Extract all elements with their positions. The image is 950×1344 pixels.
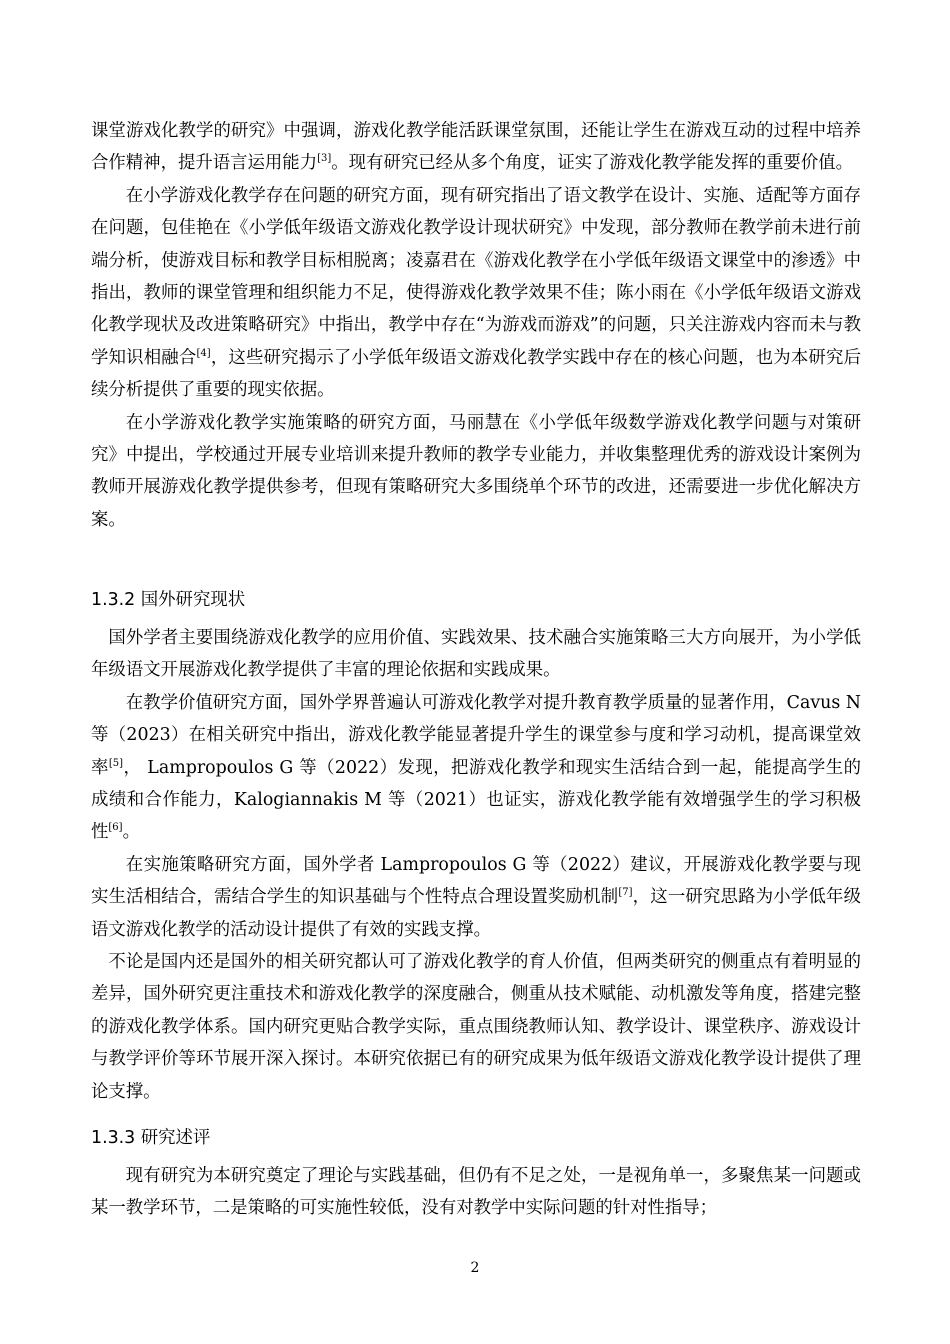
paragraph-text: 在小学游戏化教学存在问题的研究方面，现有研究指出了语文教学在设计、实施、适配等方面存在问题，包佳艳在《小学低年级语文游戏化教学设计现状研究》中发现，部分教师在教学前未进行前端分析，使游戏目标和教学目标相脱离；凌嘉君在《游戏化教学在小学低年级语文课堂中的渗透》中指出，教师的课堂管理和组织能力不足，使得游戏化教学效果不佳；陈小雨在《小学低年级语文游戏化教学现状及改进策略研究》中指出，教学中存在“为游戏而游戏”的问题，只关注游戏内容而未与教学知识相融合 — [91, 185, 861, 368]
citation-ref: [7] — [618, 887, 633, 899]
section-domestic-continued — [91, 115, 861, 536]
citation-ref: [5] — [108, 757, 124, 769]
citation-ref: [4] — [196, 348, 211, 360]
section-foreign-research — [91, 622, 861, 1108]
paragraph — [91, 180, 861, 407]
paragraph-text: ，这些研究揭示了小学低年级语文游戏化教学实践中存在的核心问题，也为本研究后续分析提供了重要的现实依据。 — [91, 347, 861, 401]
paragraph-text: ，这一研究思路为小学低年级语文游戏化教学的活动设计提供了有效的实践支撑。 — [91, 887, 861, 940]
section-research-review — [91, 1160, 861, 1225]
paragraph-text: 课堂游戏化教学的研究》中强调，游戏化教学能活跃课堂氛围，还能让学生在游戏互动的过程中培养合作精神，提升语言运用能力 — [91, 121, 861, 174]
section-heading-1-3-3: 1.3.3 研究述评 — [91, 1128, 211, 1148]
paragraph: 在小学游戏化教学实施策略的研究方面，马丽慧在《小学低年级数学游戏化教学问题与对策研究》中提出，学校通过开展专业培训来提升教师的教学专业能力，并收集整理优秀的游戏设计案例为教师开展游戏化教学提供参考，但现有策略研究大多围绕单个环节的改进，还需要进一步优化解决方案。 — [91, 412, 861, 530]
paragraph — [91, 849, 861, 946]
page-number: 2 — [470, 1260, 480, 1276]
paragraph: 不论是国内还是国外的相关研究都认可了游戏化教学的育人价值，但两类研究的侧重点有着明显的差异，国外研究更注重技术和游戏化教学的深度融合，侧重从技术赋能、动机激发等角度，搭建完整的游戏化教学体系。国内研究更贴合教学实际，重点围绕教师认知、教学设计、课堂秩序、游戏设计与教学评价等环节展开深入探讨。本研究依据已有的研究成果为低年级语文游戏化教学设计提供了理论支撑。 — [91, 952, 861, 1102]
paragraph: 国外学者主要围绕游戏化教学的应用价值、实践效果、技术融合实施策略三大方向展开，为小学低年级语文开展游戏化教学提供了丰富的理论依据和实践成果。 — [91, 628, 861, 681]
paragraph: 现有研究为本研究奠定了理论与实践基础，但仍有不足之处，一是视角单一，多聚焦某一问题或某一教学环节，二是策略的可实施性较低，没有对教学中实际问题的针对性指导； — [91, 1166, 861, 1219]
citation-ref: [3] — [317, 153, 332, 165]
paragraph-text: 在教学价值研究方面，国外学界普遍认可游戏化教学对提升教育教学质量的显著作用，Cavus N 等（2023）在相关研究中指出，游戏化教学能显著提升学生的课堂参与度和学习动机，提高课堂效率 — [91, 692, 862, 778]
paragraph-text: 。现有研究已经从多个角度，证实了游戏化教学能发挥的重要价值。 — [331, 153, 853, 174]
paragraph — [91, 687, 861, 849]
citation-ref: [6] — [108, 822, 123, 834]
paragraph-text: ， Lampropoulos G 等（2022）发现，把游戏化教学和现实生活结合到一起，能提高学生的成绩和合作能力，Kalogiannakis M 等（2021）也证实，游戏化教学能有效增强学生的学习积极性 — [91, 757, 861, 843]
paragraph-text: 在实施策略研究方面，国外学者 Lampropoulos G 等（2022）建议，开展游戏化教学要与现实生活相结合，需结合学生的知识基础与个性特点合理设置奖励机制 — [91, 854, 861, 908]
paragraph — [91, 115, 861, 180]
section-heading-1-3-2: 1.3.2 国外研究现状 — [91, 590, 246, 610]
paragraph-text: 。 — [122, 822, 140, 843]
